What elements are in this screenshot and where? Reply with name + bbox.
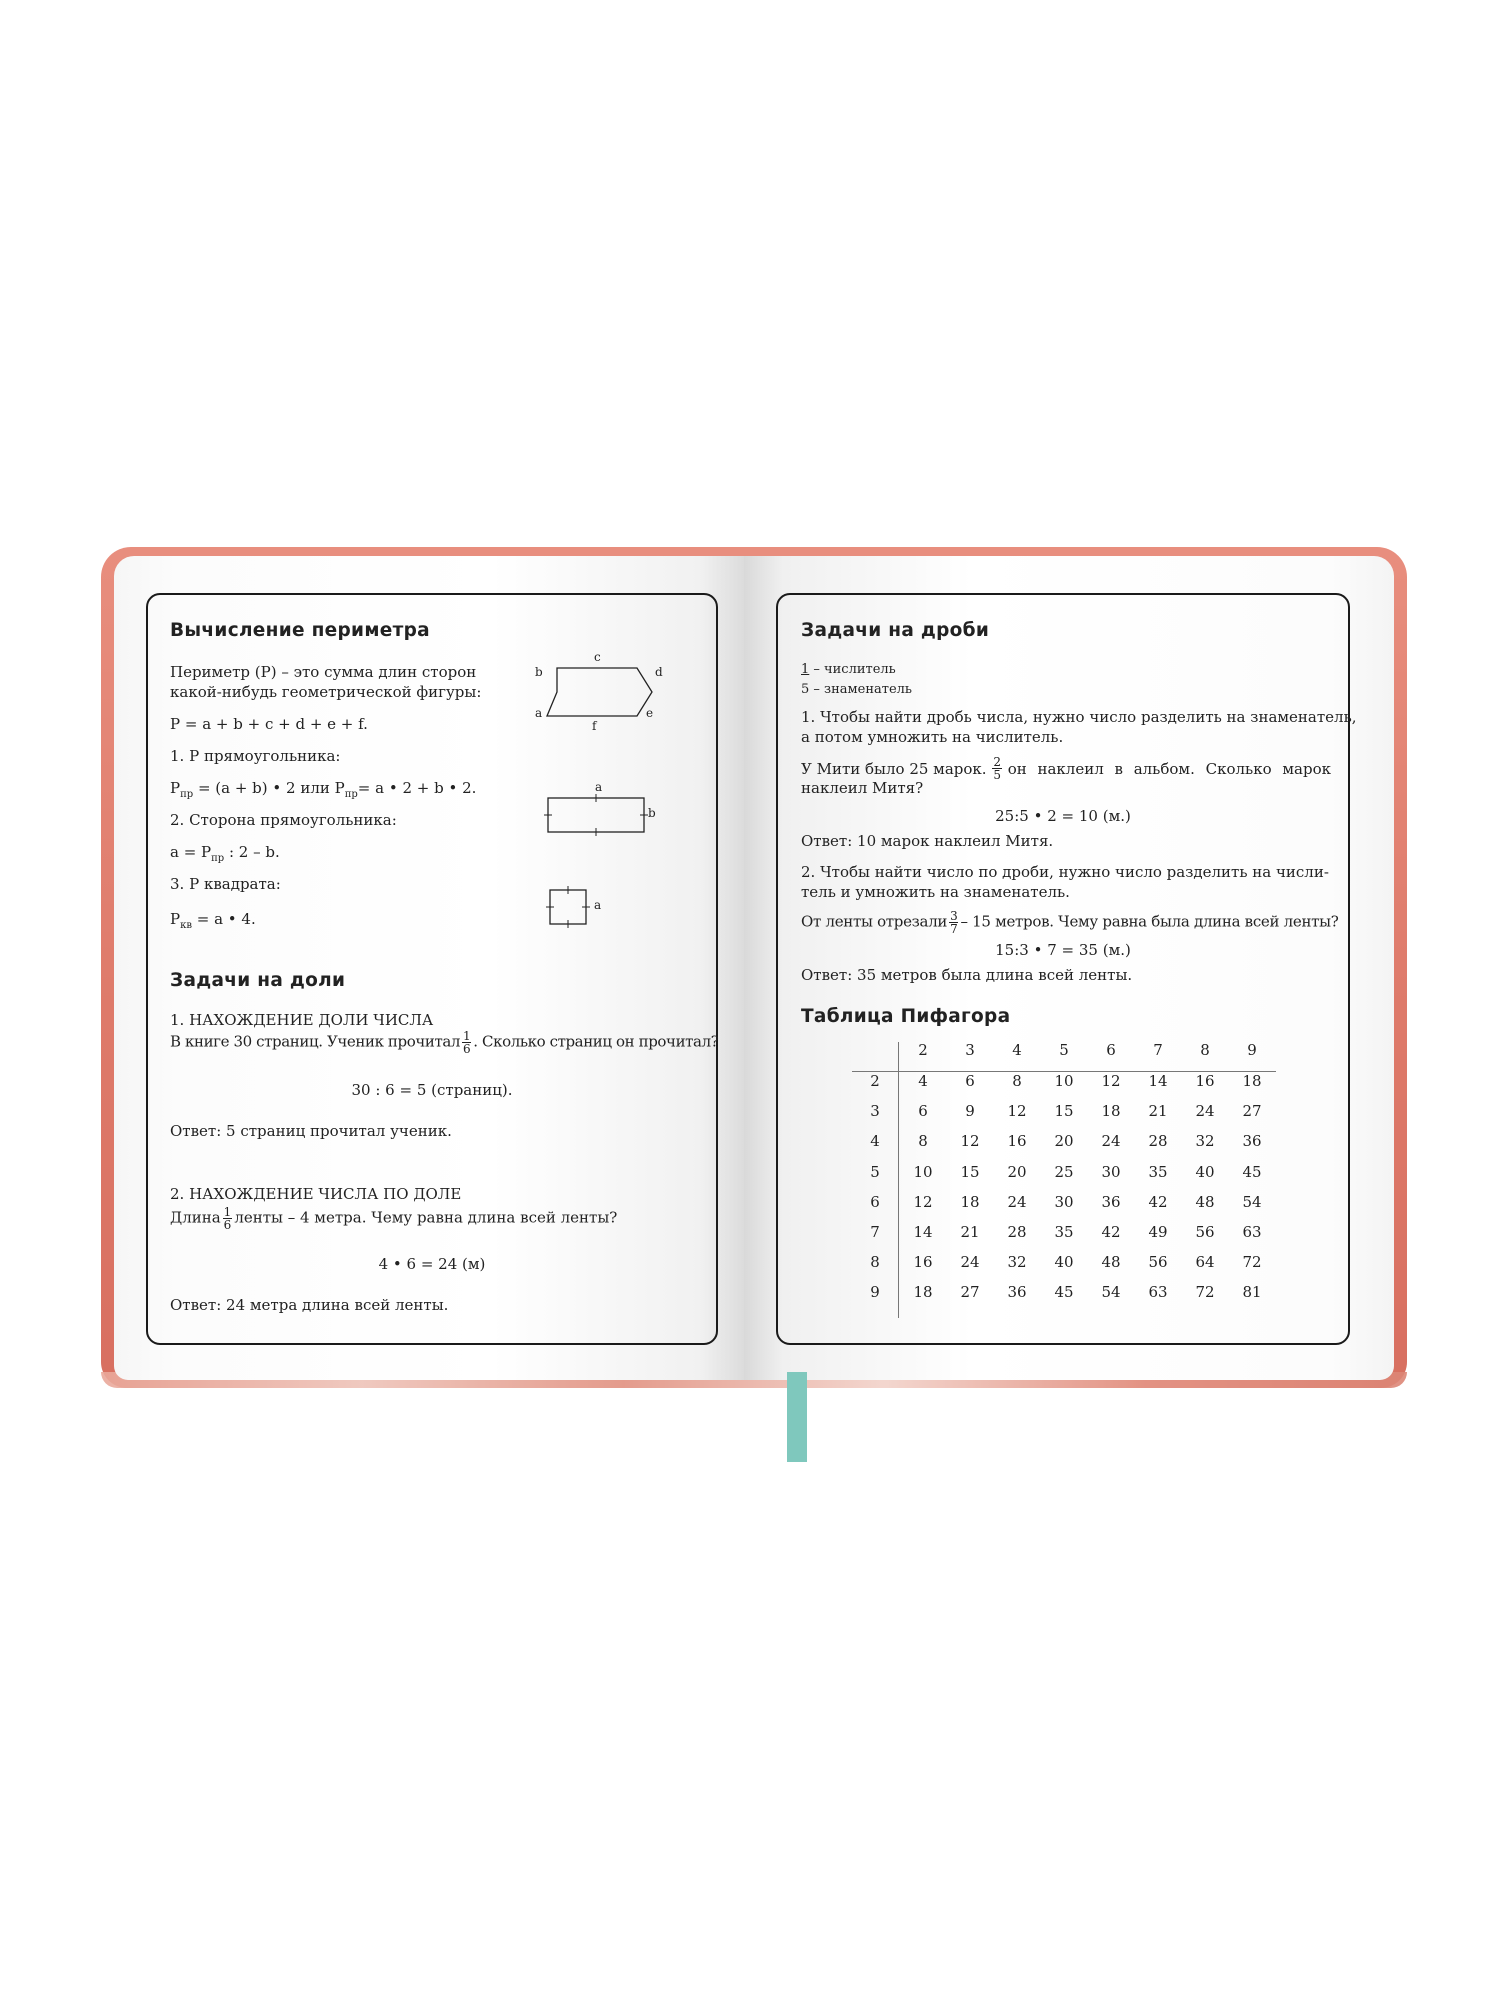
table-cell: 15 xyxy=(1054,1102,1074,1121)
rule2-line1: 2. Чтобы найти число по дроби, нужно число разделить на числи- xyxy=(801,863,1329,881)
table-cell: 20 xyxy=(1007,1162,1027,1181)
hexagon-label-c: c xyxy=(594,650,601,664)
table-cell: 21 xyxy=(1148,1102,1168,1121)
table-cell: 14 xyxy=(1148,1072,1168,1090)
table-cell: 56 xyxy=(1148,1253,1168,1272)
table-cell: 24 xyxy=(1007,1192,1027,1211)
problem1-line2: наклеил Митя? xyxy=(801,779,924,797)
table-cell: 18 xyxy=(1101,1102,1121,1121)
table-cell: 10 xyxy=(913,1162,933,1181)
table-cell: 42 xyxy=(1148,1192,1168,1211)
table-cell: 49 xyxy=(1148,1223,1168,1241)
task2-calculation: 4 • 6 = 24 (м) xyxy=(378,1255,486,1273)
hexagon-label-a: a xyxy=(535,706,543,720)
denominator-legend: 5 – знаменатель xyxy=(801,682,912,697)
table-cell: 18 xyxy=(960,1192,980,1211)
table-cell: 4 xyxy=(918,1072,928,1090)
table-column-header: 9 xyxy=(1247,1041,1257,1059)
table-cell: 36 xyxy=(1101,1192,1121,1211)
table-cell: 24 xyxy=(1195,1102,1215,1121)
table-cell: 81 xyxy=(1242,1283,1262,1302)
hexagon-label-d: d xyxy=(655,665,663,679)
table-cell: 12 xyxy=(913,1192,933,1211)
table-cell: 16 xyxy=(1007,1132,1027,1151)
table-cell: 12 xyxy=(960,1132,980,1151)
table-cell: 16 xyxy=(913,1253,933,1272)
perimeter-general-formula: Р = a + b + c + d + e + f. xyxy=(170,715,368,733)
ribbon-bookmark xyxy=(787,1372,807,1462)
task2-answer: Ответ: 24 метра длина всей ленты. xyxy=(170,1296,449,1314)
table-row-header: 9 xyxy=(870,1283,880,1302)
rule1-line2: а потом умножить на числитель. xyxy=(801,728,1064,746)
rule2-line2: тель и умножить на знаменатель. xyxy=(801,883,1070,901)
table-cell: 64 xyxy=(1195,1253,1215,1272)
table-cell: 36 xyxy=(1242,1132,1262,1151)
table-row-header: 7 xyxy=(870,1223,880,1241)
rectangle-diagram xyxy=(544,790,654,840)
square-diagram xyxy=(544,886,592,930)
rectangle-label-b: b xyxy=(648,806,656,820)
table-cell: 72 xyxy=(1195,1283,1215,1302)
perimeter-definition-line2: какой-нибудь геометрической фигуры: xyxy=(170,683,482,701)
rectangle-side-formula: $a = Р_{пр}$ : 2 – b. xyxy=(170,843,280,864)
task2-title: 2. НАХОЖДЕНИЕ ЧИСЛА ПО ДОЛЕ xyxy=(170,1185,462,1203)
table-cell: 28 xyxy=(1007,1223,1027,1241)
table-column-header: 2 xyxy=(918,1041,928,1059)
table-cell: 54 xyxy=(1101,1283,1121,1302)
table-cell: 27 xyxy=(960,1283,980,1302)
table-column-header: 7 xyxy=(1153,1041,1163,1059)
task1-calculation: 30 : 6 = 5 (страниц). xyxy=(351,1081,513,1099)
problem1-line1: У Мити было 25 марок. $\frac{2}{5}$ он наклеил в альбом. Сколько марок xyxy=(801,755,1331,782)
table-cell: 48 xyxy=(1195,1192,1215,1211)
table-cell: 28 xyxy=(1148,1132,1168,1151)
table-cell: 35 xyxy=(1054,1223,1074,1241)
perimeter-definition-line1: Периметр (Р) – это сумма длин сторон xyxy=(170,663,477,681)
table-row-header: 3 xyxy=(870,1102,880,1121)
table-cell: 6 xyxy=(965,1072,975,1090)
table-cell: 63 xyxy=(1148,1283,1168,1302)
table-cell: 56 xyxy=(1195,1223,1215,1241)
table-cell: 25 xyxy=(1054,1162,1074,1181)
table-column-header: 3 xyxy=(965,1041,975,1059)
table-row-header: 2 xyxy=(870,1072,880,1090)
table-cell: 42 xyxy=(1101,1223,1121,1241)
parts-tasks-title: Задачи на доли xyxy=(170,970,346,991)
table-row-header-divider xyxy=(898,1042,899,1318)
numerator-legend: 1 – числитель xyxy=(801,662,896,677)
table-row-header: 4 xyxy=(870,1132,880,1151)
hexagon-label-f: f xyxy=(592,719,597,733)
task1-answer: Ответ: 5 страниц прочитал ученик. xyxy=(170,1122,452,1140)
table-cell: 40 xyxy=(1195,1162,1215,1181)
table-cell: 45 xyxy=(1242,1162,1262,1181)
table-cell: 48 xyxy=(1101,1253,1121,1272)
table-cell: 21 xyxy=(960,1223,980,1241)
table-cell: 32 xyxy=(1195,1132,1215,1151)
problem2-calculation: 15:3 • 7 = 35 (м.) xyxy=(995,941,1131,959)
table-row-header: 6 xyxy=(870,1192,880,1211)
table-cell: 54 xyxy=(1242,1192,1262,1211)
table-cell: 72 xyxy=(1242,1253,1262,1272)
table-cell: 30 xyxy=(1101,1162,1121,1181)
task1-title: 1. НАХОЖДЕНИЕ ДОЛИ ЧИСЛА xyxy=(170,1011,434,1029)
table-column-header: 4 xyxy=(1012,1041,1022,1059)
task2-text: Длина $\frac{1}{6}$ ленты – 4 метра. Чему равна длина всей ленты? xyxy=(170,1205,618,1232)
hexagon-label-b: b xyxy=(535,665,543,679)
table-cell: 8 xyxy=(1012,1072,1022,1090)
rectangle-perimeter-title: 1. Р прямоугольника: xyxy=(170,747,341,765)
table-cell: 40 xyxy=(1054,1253,1074,1272)
table-cell: 27 xyxy=(1242,1102,1262,1121)
table-column-header: 8 xyxy=(1200,1041,1210,1059)
table-column-header: 6 xyxy=(1106,1041,1116,1059)
table-cell: 14 xyxy=(913,1223,933,1241)
rectangle-perimeter-formula: $Р_{пр} = (a + b)$ • 2 или $Р_{пр}= a$ • 2 + b • 2. xyxy=(170,779,477,800)
table-cell: 35 xyxy=(1148,1162,1168,1181)
table-cell: 18 xyxy=(1242,1072,1262,1090)
pythagoras-table-title: Таблица Пифагора xyxy=(801,1006,1011,1027)
rectangle-side-title: 2. Сторона прямоугольника: xyxy=(170,811,397,829)
table-row-header: 8 xyxy=(870,1253,880,1272)
fractions-title: Задачи на дроби xyxy=(801,620,990,641)
table-cell: 24 xyxy=(960,1253,980,1272)
table-cell: 10 xyxy=(1054,1072,1074,1090)
rectangle-label-a: a xyxy=(595,780,603,794)
table-cell: 18 xyxy=(913,1283,933,1302)
table-cell: 20 xyxy=(1054,1132,1074,1151)
square-perimeter-title: 3. Р квадрата: xyxy=(170,875,281,893)
table-cell: 16 xyxy=(1195,1072,1215,1090)
task1-text: В книге 30 страниц. Ученик прочитал $\frac{1}{6}$ . Сколько страниц он прочитал? xyxy=(170,1029,719,1056)
problem2-line: От ленты отрезали $\frac{3}{7}$ – 15 метров. Чему равна была длина всей ленты? xyxy=(801,909,1339,936)
table-cell: 12 xyxy=(1007,1102,1027,1121)
square-perimeter-formula: $Р_{кв} = a$ • 4. xyxy=(170,910,256,931)
table-cell: 36 xyxy=(1007,1283,1027,1302)
problem1-answer: Ответ: 10 марок наклеил Митя. xyxy=(801,832,1054,850)
table-cell: 30 xyxy=(1054,1192,1074,1211)
table-cell: 63 xyxy=(1242,1223,1262,1241)
table-cell: 45 xyxy=(1054,1283,1074,1302)
perimeter-title: Вычисление периметра xyxy=(170,620,430,641)
square-label-a: a xyxy=(594,898,602,912)
problem2-answer: Ответ: 35 метров была длина всей ленты. xyxy=(801,966,1133,984)
table-cell: 32 xyxy=(1007,1253,1027,1272)
problem1-calculation: 25:5 • 2 = 10 (м.) xyxy=(995,807,1131,825)
table-cell: 9 xyxy=(965,1102,975,1121)
table-cell: 12 xyxy=(1101,1072,1121,1090)
table-cell: 8 xyxy=(918,1132,928,1151)
table-cell: 24 xyxy=(1101,1132,1121,1151)
hexagon-label-e: e xyxy=(646,706,654,720)
table-column-header: 5 xyxy=(1059,1041,1069,1059)
table-row-header: 5 xyxy=(870,1162,880,1181)
rule1-line1: 1. Чтобы найти дробь числа, нужно число разделить на знаменатель, xyxy=(801,708,1357,726)
table-cell: 6 xyxy=(918,1102,928,1121)
table-cell: 15 xyxy=(960,1162,980,1181)
